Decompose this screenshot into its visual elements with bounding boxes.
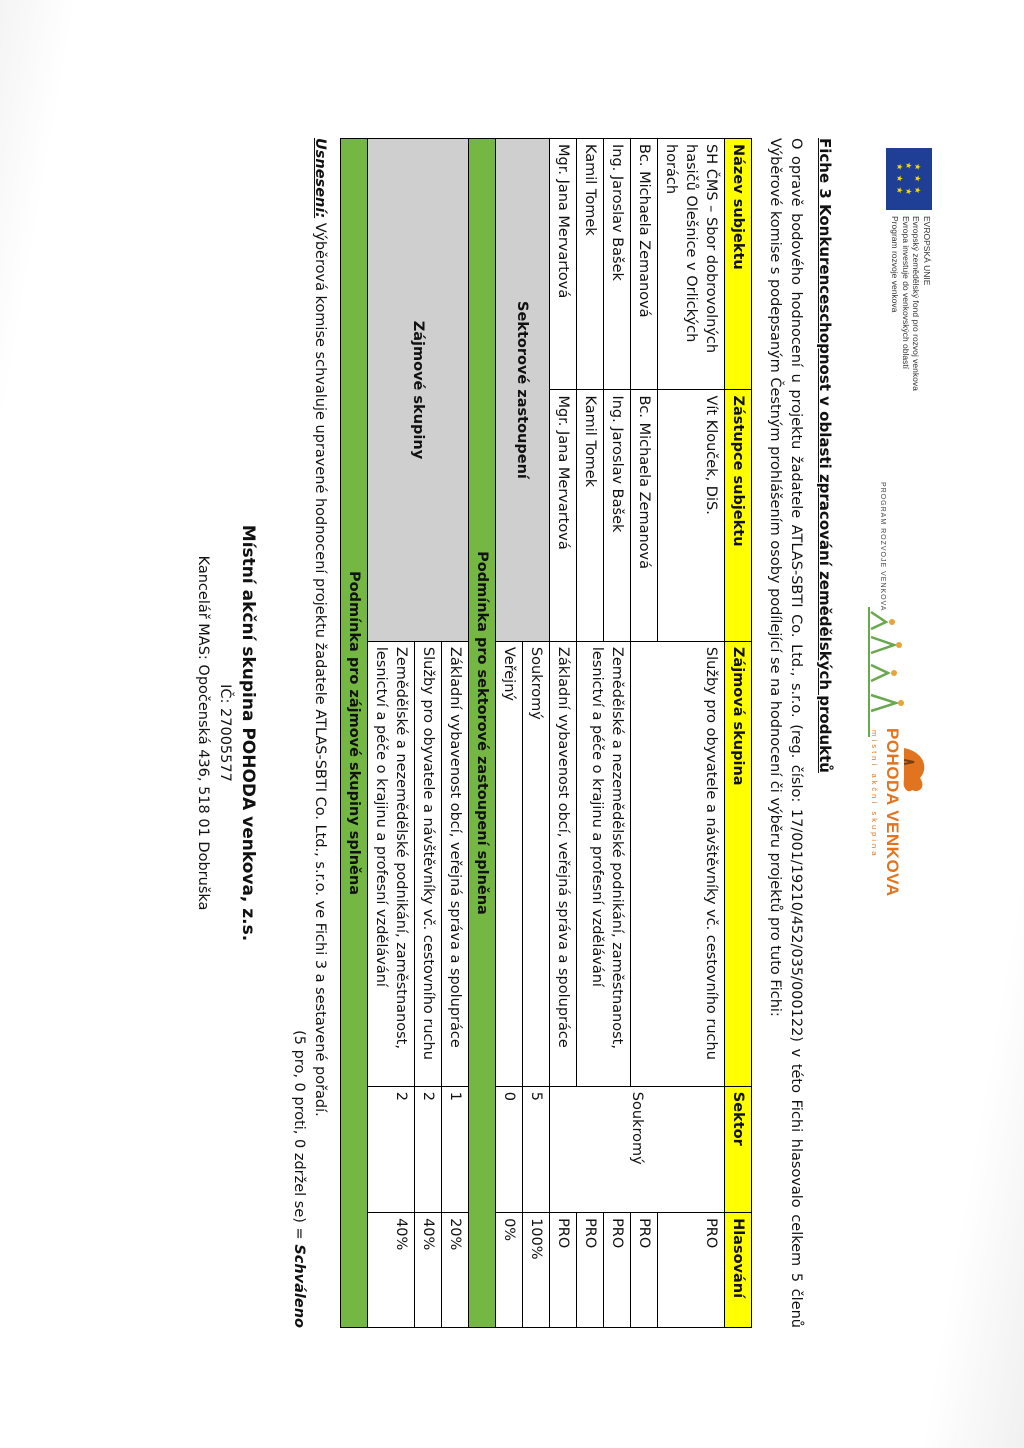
cell: 20% — [442, 1213, 469, 1328]
cell: Služby pro obyvatele a návštěvníky vč. cestovního ruchu — [631, 641, 725, 1086]
sector-condition: Podmínka pro sektorové zastoupení splněna — [469, 139, 496, 1328]
cell: Základní vybavenost obcí, veřejná správa a spolupráce — [550, 641, 577, 1086]
col-header: Název subjektu — [725, 139, 752, 390]
interest-title: Zájmové skupiny — [368, 139, 469, 642]
sector-section-row — [523, 139, 550, 1328]
pohoda-tree-icon — [900, 738, 934, 798]
resolution-text: Výběrová komise schvaluje upravené hodnocení projektu žadatele ATLAS-SBTI Co. Ltd., s.r.o. ve Fichi 3 a sestavené pořadí. — [312, 222, 328, 1117]
eu-flag-icon: ★ ★ ★ ★ ★ ★ ★ ★ — [886, 148, 932, 210]
cell: Zemědělské a nezemědělské podnikání, zaměstnanost, lesnictví a péče o krajinu a profesní vzdělávání — [368, 641, 415, 1086]
resolution-vote-line — [288, 138, 309, 1328]
cell: 40% — [368, 1213, 415, 1328]
resolution-result: Schváleno — [291, 1244, 307, 1328]
sector-condition-row — [469, 139, 496, 1328]
eu-line: Program rozvoje venkova — [890, 216, 901, 313]
col-header: Zájmová skupina — [725, 641, 752, 1086]
cell: Ing. Jaroslav Bašek — [604, 390, 631, 641]
footer — [192, 138, 260, 1328]
interest-condition-row — [341, 139, 368, 1328]
cell: 40% — [415, 1213, 442, 1328]
cell: 100% — [523, 1213, 550, 1328]
table-row — [658, 139, 725, 1328]
cell: SH ČMS – Sbor dobrovolných hasičů Olešnice v Orlických horách — [658, 139, 725, 390]
interest-section-row — [442, 139, 469, 1328]
cell: Bc. Michaela Zemanová — [631, 390, 658, 641]
cell: Kamil Tomek — [577, 139, 604, 390]
footer-org: Místní akční skupina POHODA venkova, z.s. — [238, 524, 258, 942]
cell: Zemědělské a nezemědělské podnikání, zaměstnanost, lesnictví a péče o krajinu a profesní vzdělávání — [577, 641, 631, 1086]
interest-condition: Podmínka pro zájmové skupiny splněna — [341, 139, 368, 1328]
table-header-row — [725, 139, 752, 1328]
cell: PRO — [577, 1213, 604, 1328]
resolution-line — [309, 138, 330, 1328]
col-header: Hlasování — [725, 1213, 752, 1328]
cell: Ing. Jaroslav Bašek — [604, 139, 631, 390]
eu-logo-block — [886, 148, 932, 391]
col-header: Zástupce subjektu — [725, 390, 752, 641]
cell: 1 — [442, 1086, 469, 1212]
cell: Mgr. Jana Mervartová — [550, 390, 577, 641]
cell: Soukromý — [550, 1086, 725, 1212]
resolution — [288, 138, 330, 1328]
cell: 2 — [415, 1086, 442, 1212]
cell: PRO — [550, 1213, 577, 1328]
cell: PRO — [658, 1213, 725, 1328]
cell: Soukromý — [523, 641, 550, 1086]
footer-office: Kancelář MAS: Opočenská 436, 518 01 Dobruška — [195, 555, 211, 911]
cell: 0 — [496, 1086, 523, 1212]
resolution-label: Usnesení: — [312, 138, 328, 219]
cell: PRO — [604, 1213, 631, 1328]
eu-text — [890, 216, 932, 391]
cell: Kamil Tomek — [577, 390, 604, 641]
footer-ico: IČ: 27005577 — [217, 684, 233, 782]
col-header: Sektor — [725, 1086, 752, 1212]
page-title: Fiche 3 Konkurenceschopnost v oblasti zpracování zemědělských produktů — [816, 138, 834, 773]
main-content — [192, 138, 834, 1328]
eu-line: EVROPSKÁ UNIE — [922, 216, 932, 286]
cell: 0% — [496, 1213, 523, 1328]
intro-paragraph: O opravě bodového hodnocení u projektu žadatele ATLAS-SBTI Co. Ltd., s.r.o. (reg. číslo: 17/001/19210/452/035/000122) v této Fichi hlasovalo celkem 5 členů Výběrové komise s podepsaným Čestným prohlášením osoby podílející se na hodnocení či výběru projektů pro tuto Fichi: — [767, 138, 804, 1328]
cell: Veřejný — [496, 641, 523, 1086]
cell: Základní vybavenost obcí, veřejná správa a spolupráce — [442, 641, 469, 1086]
cell: Vít Klouček, DiS. — [658, 390, 725, 641]
voting-table — [340, 138, 752, 1328]
cell: 5 — [523, 1086, 550, 1212]
program-figures-icon — [866, 607, 906, 737]
eu-line: Evropa investuje do venkovských oblastí — [901, 216, 911, 370]
pohoda-title: POHODA VENKOVA — [883, 728, 902, 897]
program-label: PROGRAM ROZVOJE VENKOVA — [879, 482, 886, 612]
cell: Bc. Michaela Zemanová — [631, 139, 658, 390]
cell: Služby pro obyvatele a návštěvníky vč. cestovního ruchu — [415, 641, 442, 1086]
eu-line: Evropský zemědělský fond pro rozvoj venkova — [911, 216, 922, 391]
cell: Mgr. Jana Mervartová — [550, 139, 577, 390]
sector-title: Sektorové zastoupení — [496, 139, 550, 642]
pohoda-subtitle: místní akční skupina — [870, 730, 879, 859]
cell: PRO — [631, 1213, 658, 1328]
pohoda-logo — [864, 728, 934, 908]
cell: 2 — [368, 1086, 415, 1212]
resolution-vote: (5 pro, 0 proti, 0 zdržel se) = — [291, 1030, 307, 1240]
